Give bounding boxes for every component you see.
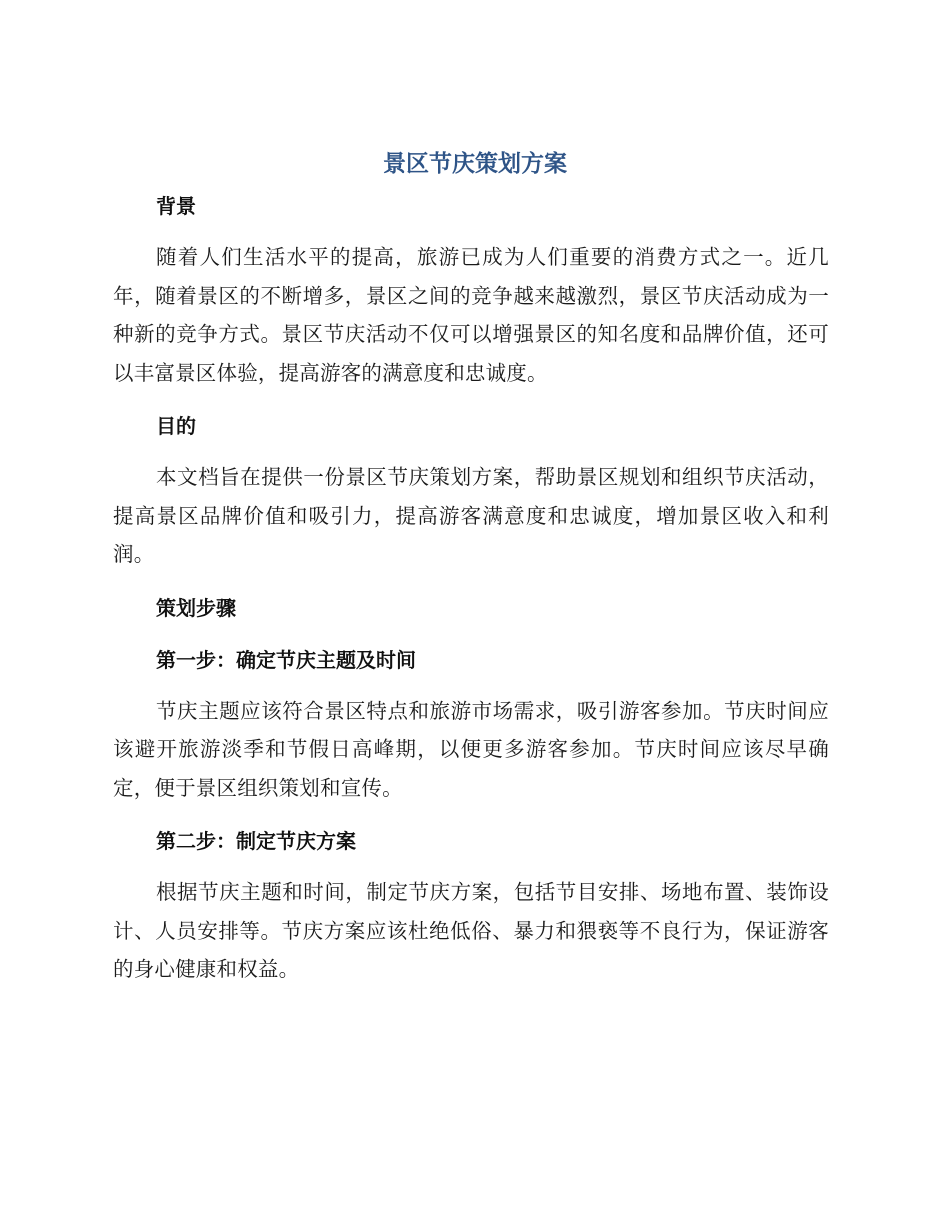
section-heading-purpose: 目的	[156, 414, 196, 438]
section-heading-background: 背景	[156, 194, 196, 218]
section-text-background: 随着人们生活水平的提高，旅游已成为人们重要的消费方式之一。近几年，随着景区的不断增多，景区之间的竞争越来越激烈，景区节庆活动成为一种新的竞争方式。景区节庆活动不仅可以增强景区的知名度和品牌价值，还可以丰富景区体验，提高游客的满意度和忠诚度。	[113, 245, 829, 385]
section-text-purpose: 本文档旨在提供一份景区节庆策划方案，帮助景区规划和组织节庆活动，提高景区品牌价值和吸引力，提高游客满意度和忠诚度，增加景区收入和利润。	[113, 465, 829, 566]
section-heading-steps: 策划步骤	[156, 595, 236, 620]
section-heading-step1: 第一步：确定节庆主题及时间	[156, 647, 416, 672]
section-text-step2: 根据节庆主题和时间，制定节庆方案，包括节目安排、场地布置、装饰设计、人员安排等。节庆方案应该杜绝低俗、暴力和猥亵等不良行为，保证游客的身心健康和权益。	[113, 880, 829, 981]
document-body	[113, 188, 829, 989]
section-heading-step2: 第二步：制定节庆方案	[156, 829, 356, 853]
section-text-step1: 节庆主题应该符合景区特点和旅游市场需求，吸引游客参加。节庆时间应该避开旅游淡季和节假日高峰期，以便更多游客参加。节庆时间应该尽早确定，便于景区组织策划和宣传。	[113, 698, 829, 800]
document-title: 景区节庆策划方案	[383, 151, 567, 177]
